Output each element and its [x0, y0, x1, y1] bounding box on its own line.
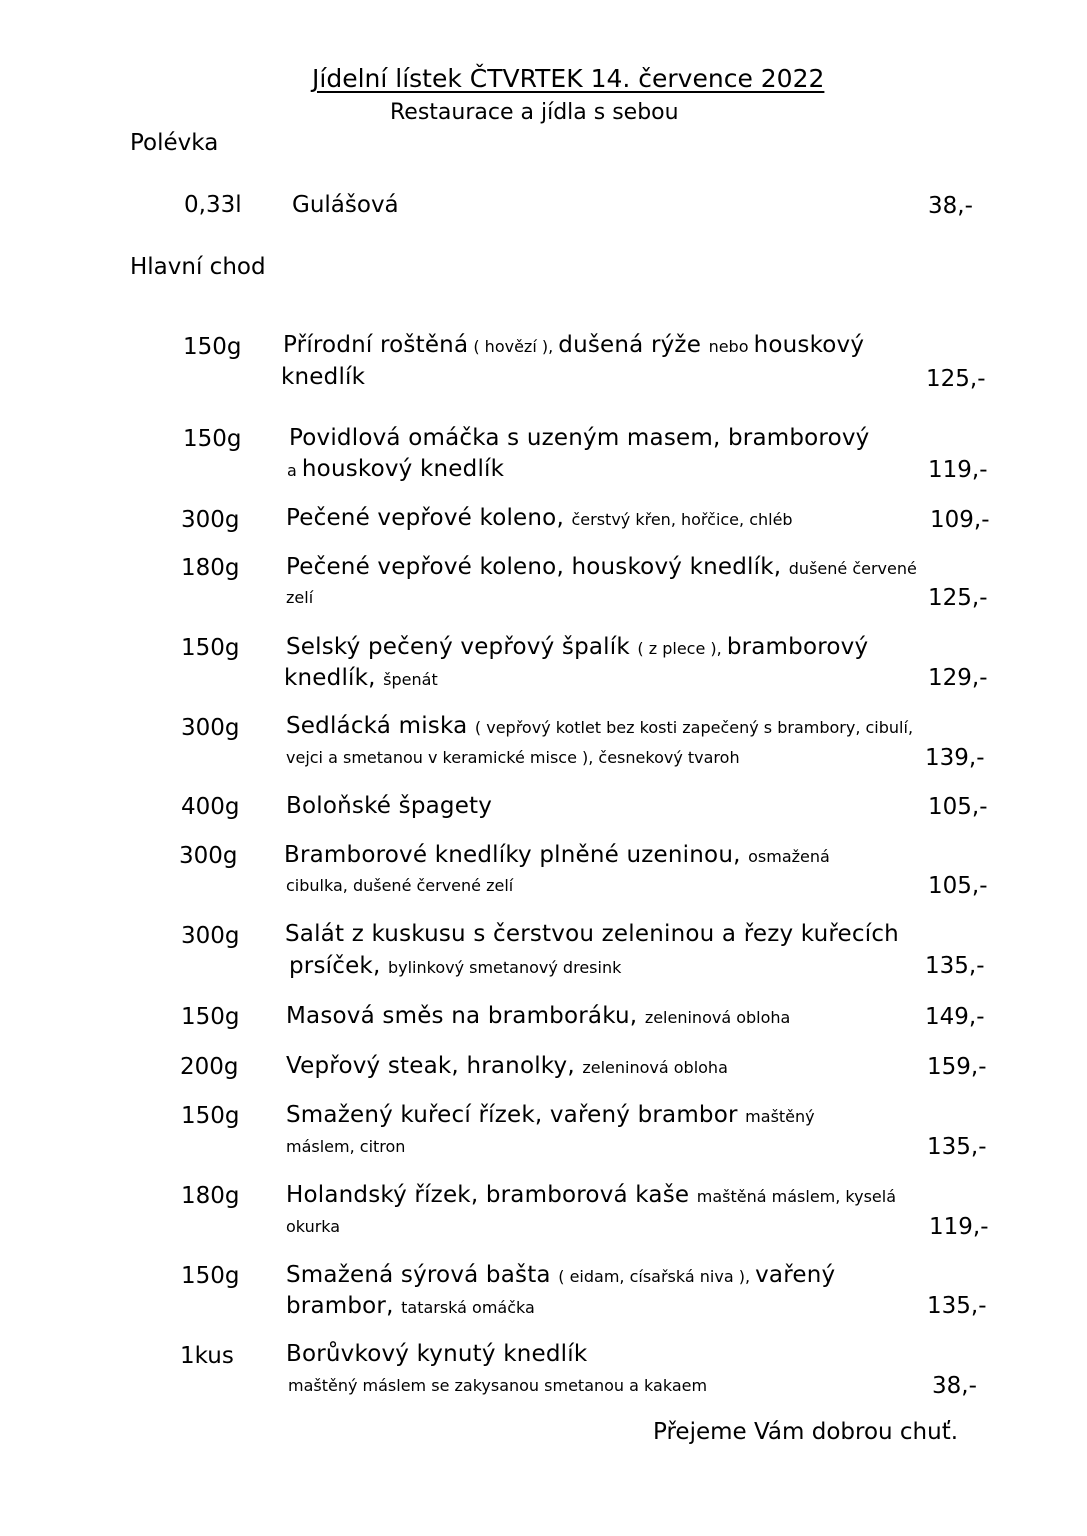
item-name: Holandský řízek, bramborová kaše: [286, 1182, 697, 1208]
item-note: zelí: [286, 588, 314, 607]
item-qty: 150g: [183, 334, 242, 360]
item-qty: 300g: [181, 507, 240, 533]
item-note: ( hovězí ),: [468, 337, 559, 356]
item-qty: 300g: [179, 843, 238, 869]
item-note: ( z plece ),: [637, 639, 727, 658]
item-note: zeleninová obloha: [644, 1008, 791, 1027]
item-name: Vepřový steak, hranolky,: [286, 1053, 583, 1079]
item-note: špenát: [383, 670, 438, 689]
item-note: maštěný: [745, 1107, 815, 1126]
item-note: osmažená: [748, 847, 830, 866]
item-price: 38,-: [932, 1373, 977, 1399]
item-price: 125,-: [926, 366, 986, 392]
item-note: máslem, citron: [286, 1137, 406, 1156]
item-qty: 0,33l: [184, 192, 242, 218]
item-side: vařený: [755, 1262, 836, 1288]
item-price: 105,-: [928, 873, 988, 899]
item-side: houskový knedlík: [301, 456, 505, 482]
item-qty: 150g: [181, 1263, 240, 1289]
item-price: 119,-: [929, 1214, 989, 1240]
item-price: 129,-: [928, 665, 988, 691]
item-note: vejci a smetanou v keramické misce ), česnekový tvaroh: [286, 748, 740, 767]
item-name: Boloňské špagety: [286, 793, 493, 819]
item-note: dušené červené: [788, 559, 917, 578]
item-note: tatarská omáčka: [401, 1298, 535, 1317]
item-side: prsíček,: [289, 953, 388, 979]
item-note: ( vepřový kotlet bez kosti zapečený s brambory, cibulí,: [474, 718, 914, 737]
item-note: maštěný máslem se zakysanou smetanou a kakaem: [288, 1376, 708, 1395]
item-qty: 300g: [181, 923, 240, 949]
item-qty: 150g: [181, 1103, 240, 1129]
item-name: Sedlácká miska: [286, 713, 475, 739]
item-name: Přírodní roštěná: [283, 332, 469, 358]
item-note: bylinkový smetanový dresink: [387, 958, 622, 977]
item-side: houskový: [753, 332, 865, 358]
item-name: Selský pečený vepřový špalík: [286, 634, 638, 660]
item-name: Masová směs na bramboráku,: [286, 1003, 645, 1029]
item-side: bramborový: [726, 634, 869, 660]
item-side: brambor,: [286, 1293, 402, 1319]
item-price: 135,-: [927, 1293, 987, 1319]
item-side: knedlík: [281, 364, 366, 390]
menu-title: Jídelní lístek ČTVRTEK 14. července 2022: [312, 64, 825, 93]
item-price: 135,-: [925, 953, 985, 979]
item-price: 135,-: [927, 1134, 987, 1160]
item-qty: 150g: [183, 426, 242, 452]
item-price: 109,-: [930, 507, 990, 533]
item-qty: 150g: [181, 635, 240, 661]
item-name: Borůvkový kynutý knedlík: [286, 1341, 588, 1367]
item-qty: 150g: [181, 1004, 240, 1030]
item-name: Smažená sýrová bašta: [286, 1262, 559, 1288]
item-note: ( eidam, císařská niva ),: [558, 1267, 756, 1286]
item-price: 105,-: [928, 794, 988, 820]
item-qty: 180g: [181, 555, 240, 581]
menu-subtitle: Restaurace a jídla s sebou: [390, 100, 679, 125]
item-qty: 200g: [180, 1054, 239, 1080]
item-note: čerstvý křen, hořčice, chléb: [571, 510, 793, 529]
item-name: Povidlová omáčka s uzeným masem, bramborový: [289, 425, 870, 451]
item-qty: 1kus: [180, 1343, 234, 1369]
section-soup-heading: Polévka: [130, 130, 219, 156]
item-price: 159,-: [927, 1054, 987, 1080]
item-qty: 400g: [181, 794, 240, 820]
item-name: Bramborové knedlíky plněné uzeninou,: [284, 842, 749, 868]
item-price: 125,-: [928, 585, 988, 611]
item-price: 139,-: [925, 745, 985, 771]
item-name: Pečené vepřové koleno, houskový knedlík,: [286, 554, 789, 580]
item-note: a: [287, 461, 302, 480]
item-price: 38,-: [928, 193, 973, 219]
item-name: Smažený kuřecí řízek, vařený brambor: [286, 1102, 746, 1128]
section-main-heading: Hlavní chod: [130, 254, 266, 280]
item-price: 149,-: [925, 1004, 985, 1030]
item-name: Pečené vepřové koleno,: [286, 505, 572, 531]
item-note: cibulka, dušené červené zelí: [286, 876, 514, 895]
item-name: Salát z kuskusu s čerstvou zeleninou a řezy kuřecích: [285, 921, 899, 947]
item-note: okurka: [286, 1217, 341, 1236]
item-side: dušená rýže: [558, 332, 709, 358]
item-note: nebo: [708, 337, 754, 356]
item-qty: 180g: [181, 1183, 240, 1209]
item-note: maštěná máslem, kyselá: [696, 1187, 897, 1206]
item-name: Gulášová: [292, 192, 399, 218]
footer-greeting: Přejeme Vám dobrou chuť.: [653, 1419, 959, 1445]
item-side: knedlík,: [284, 665, 384, 691]
item-qty: 300g: [181, 715, 240, 741]
item-note: zeleninová obloha: [582, 1058, 728, 1077]
item-price: 119,-: [928, 457, 988, 483]
